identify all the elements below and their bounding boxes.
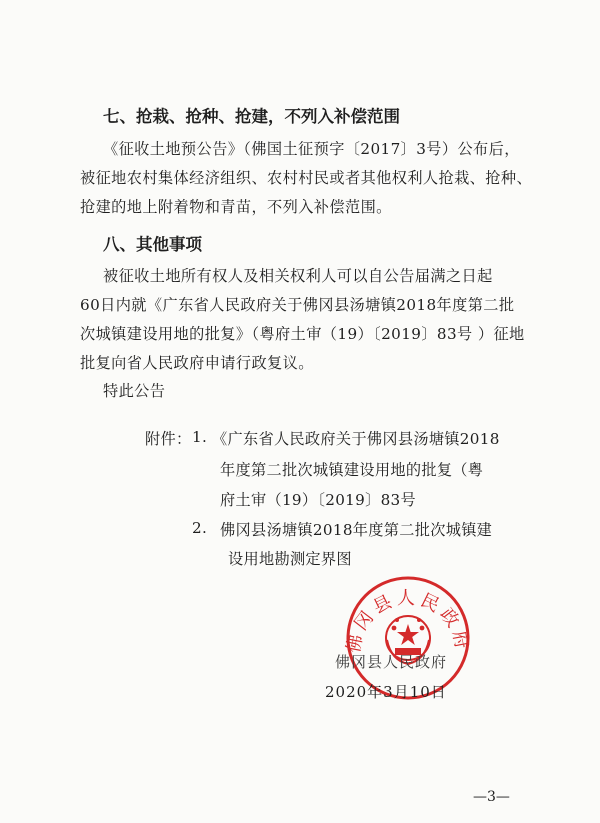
attachment-1-line-1: 《广东省人民政府关于佛冈县汤塘镇2018 — [212, 430, 500, 448]
section7-line-1: 《征收土地预公告》（佛国土征预字〔2017〕3号）公布后， — [103, 140, 520, 158]
section8-line-1: 被征收土地所有权人及相关权利人可以自公告届满之日起 — [103, 267, 493, 285]
attachment-2-number: 2. — [192, 519, 208, 537]
section8-line-2: 60日内就《广东省人民政府关于佛冈县汤塘镇2018年度第二批 — [80, 296, 515, 314]
section7-heading: 七、抢栽、抢种、抢建，不列入补偿范围 — [103, 107, 400, 126]
attachment-1-line-2: 年度第二批次城镇建设用地的批复（粤 — [220, 461, 484, 479]
section7-line-2: 被征地农村集体经济组织、农村村民或者其他权利人抢栽、抢种、 — [80, 169, 533, 187]
issue-date: 2020年3月10日 — [325, 683, 447, 701]
section8-heading: 八、其他事项 — [103, 235, 202, 254]
section8-line-3: 次城镇建设用地的批复》（粤府土审（19）〔2019〕83号 ）征地 — [80, 325, 525, 343]
attachment-2-line-1: 佛冈县汤塘镇2018年度第二批次城镇建 — [220, 521, 493, 539]
section7-line-3: 抢建的地上附着物和青苗，不列入补偿范围。 — [80, 198, 392, 216]
attachment-1-line-3: 府土审（19）〔2019〕83号 — [220, 491, 417, 509]
attachment-2-line-2: 设用地勘测定界图 — [228, 550, 352, 568]
attachment-1-number: 1. — [192, 428, 208, 446]
issuing-authority: 佛冈县人民政府 — [335, 653, 448, 671]
section8-line-4: 批复向省人民政府申请行政复议。 — [80, 354, 314, 372]
seal-text: 佛冈县人民政府 — [343, 588, 473, 655]
closing-text: 特此公告 — [103, 382, 166, 400]
attachments-label: 附件： — [145, 430, 192, 448]
page-number: —3— — [473, 789, 510, 805]
